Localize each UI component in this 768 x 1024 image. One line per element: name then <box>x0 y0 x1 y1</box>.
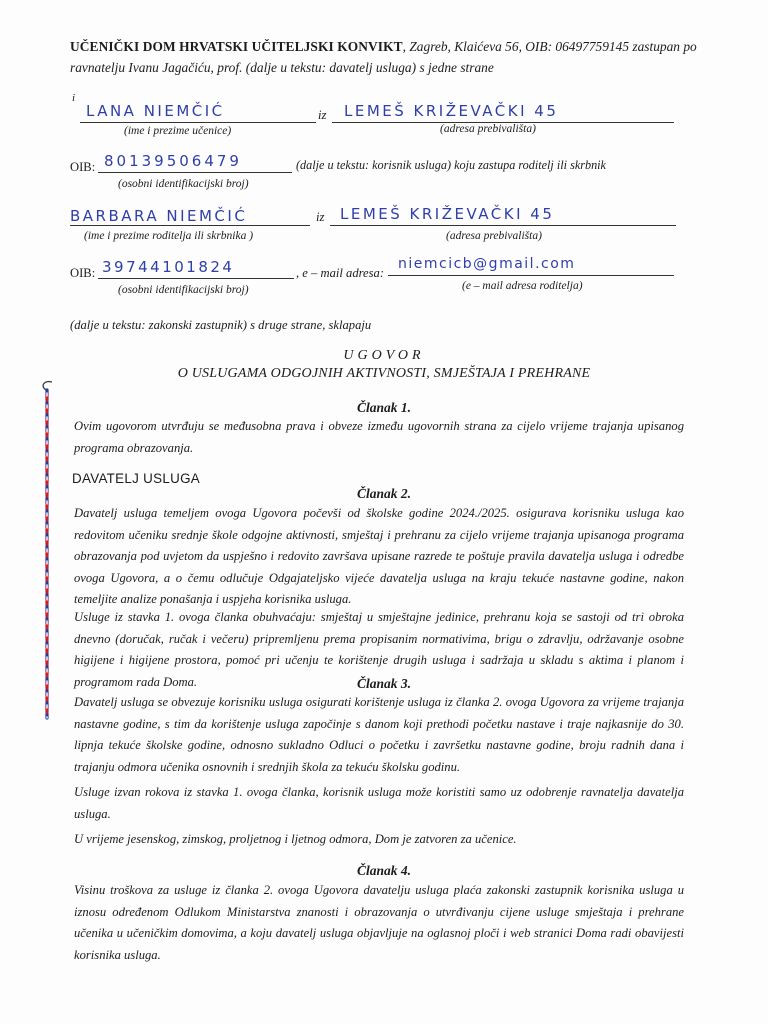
article-3-heading: Članak 3. <box>356 676 411 691</box>
email-caption: (e – mail adresa roditelja) <box>462 280 583 292</box>
article-2-paragraph-2: Usluge iz stavka 1. ovoga članka obuhvaćaju: smještaj u smještajne jedinice, prehranu koja se sastoji od tri obroka dnevno (doručak, ručak i večeru) pripremljenu prema propisanim normativima, brigu o zdravlju, održavanje osobne higijene i higijene prostora, pomoć pri učenju te korištenje drugih usluga i sadržaja u skladu s aktima i planom i programom rada Doma. <box>74 610 684 689</box>
parent-oib-value[interactable]: 39744101824 <box>102 258 235 276</box>
article-1-text: Ovim ugovorom utvrđuju se međusobna prava i obveze između ugovornih strana za cijelo vrijeme trajanja upisanog programa obrazovanja. <box>74 419 684 455</box>
email-line <box>388 275 674 276</box>
student-oib-caption: (osobni identifikacijski broj) <box>118 178 249 190</box>
article-3-paragraph-2: Usluge izvan rokova iz stavka 1. ovoga članka, korisnik usluga može koristiti samo uz odobrenje ravnatelja davatelja usluga. <box>74 785 684 821</box>
institution-representative: ravnatelju Ivanu Jagačiću, prof. (dalje u tekstu: davatelj usluga) s jedne strane <box>70 60 494 75</box>
section-provider-heading: DAVATELJ USLUGA <box>72 471 201 486</box>
student-address-caption: (adresa prebivališta) <box>440 123 536 135</box>
student-name-line <box>80 122 316 123</box>
student-oib-line <box>98 172 292 173</box>
email-value[interactable]: niemcicb@gmail.com <box>398 256 576 272</box>
article-4-paragraph-1: Visinu troškova za usluge iz članka 2. ovoga Ugovora davatelju usluga plaća zakonski zastupnik korisnika usluga u iznosu određenom Odlukom Ministarstva znanosti i obrazovanja o utvrđivanju cijene usluge smještaja i prehrane učenika u učeničkim domovima, a koju davatelj usluga objavljuje na oglasnoj ploči i web stranici Doma radi obavijesti korisnika usluga. <box>74 883 684 962</box>
parent-name-line <box>70 225 310 226</box>
student-name-caption: (ime i prezime učenice) <box>124 125 232 137</box>
contract-title: UGOVOR <box>343 348 425 363</box>
email-label: , e – mail adresa: <box>296 266 385 280</box>
article-1-heading: Članak 1. <box>356 400 411 415</box>
parent-address-caption: (adresa prebivališta) <box>446 230 542 242</box>
parent-name-caption: (ime i prezime roditelja ili skrbnika ) <box>84 230 254 242</box>
oib-label-2: OIB: <box>70 266 96 280</box>
iz-label-2: iz <box>316 210 325 224</box>
article-2-heading: Članak 2. <box>356 486 411 501</box>
contract-subtitle: O USLUGAMA ODGOJNIH AKTIVNOSTI, SMJEŠTAJA I PREHRANE <box>177 366 591 381</box>
parent-oib-line <box>98 278 294 279</box>
parent-address-value[interactable]: LEMEŠ KRIŽEVAČKI 45 <box>340 205 555 223</box>
oib-label: OIB: <box>70 160 96 174</box>
student-name-value[interactable]: LANA NIEMČIĆ <box>86 102 225 120</box>
institution-name: UČENIČKI DOM HRVATSKI UČITELJSKI KONVIKT <box>70 39 403 54</box>
article-4-heading: Članak 4. <box>356 863 411 878</box>
parent-address-line <box>330 225 676 226</box>
student-oib-value[interactable]: 80139506479 <box>104 152 242 170</box>
institution-details: , Zagreb, Klaićeva 56, OIB: 06497759145 zastupan po <box>402 39 697 54</box>
conjunction-i: i <box>72 92 76 104</box>
student-address-value[interactable]: LEMEŠ KRIŽEVAČKI 45 <box>344 102 559 120</box>
closing-clause: (dalje u tekstu: zakonski zastupnik) s druge strane, sklapaju <box>70 318 372 332</box>
student-oib-suffix: (dalje u tekstu: korisnik usluga) koju zastupa roditelj ili skrbnik <box>296 158 606 172</box>
iz-label: iz <box>318 108 327 122</box>
article-2-paragraph-1: Davatelj usluga temeljem ovoga Ugovora počevši od školske godine 2024./2025. osigurava korisniku usluga kao redovitom učeniku srednje škole odgojne aktivnosti, smještaj i prehranu za cijelo vrijeme trajanja upisanoga programa obrazovanja pod uvjetom da uspješno i redovito završava upisane razrede te poštuje pravila davatelja usluga i odredbe ovoga Ugovora, a o čemu odlučuje Odgajateljsko vijeće davatelja usluga na kraju tekuće nastavne godine, nakon temeljite analize ponašanja i uspjeha korisnika usluga. <box>74 506 684 606</box>
article-3-paragraph-3: U vrijeme jesenskog, zimskog, proljetnog i ljetnog odmora, Dom je zatvoren za učenice. <box>74 832 517 846</box>
contract-header <box>70 36 710 78</box>
parent-name-value[interactable]: BARBARA NIEMČIĆ <box>70 207 248 225</box>
binding-cord-icon <box>40 380 54 720</box>
article-3-paragraph-1: Davatelj usluga se obvezuje korisniku usluga osigurati korištenje usluga iz članka 2. ovoga Ugovora za vrijeme trajanja nastavne godine, s tim da korištenje usluga započinje s danom koji prethodi početku nastave i traje najkasnije do 30. lipnja tekuće školske godine, odnosno sukladno Odluci o početku i završetku nastavne godine, broju radnih dana i trajanju odmora učenika osnovnih i srednjih škola za tekuću školsku godinu. <box>74 695 684 774</box>
parent-oib-caption: (osobni identifikacijski broj) <box>118 284 249 296</box>
